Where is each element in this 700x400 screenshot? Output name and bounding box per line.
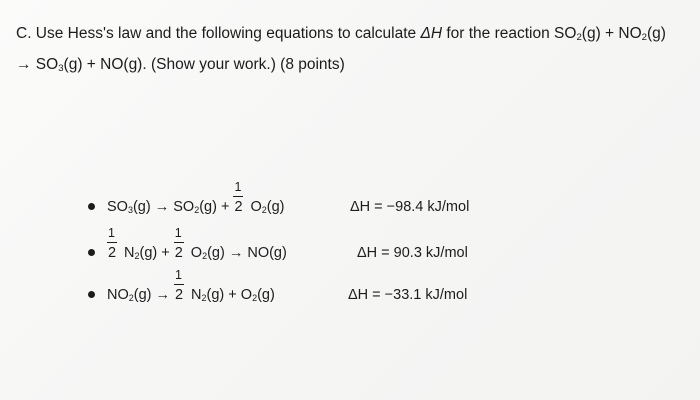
reaction-text: (g) →	[133, 287, 175, 303]
question-end: (g)	[647, 25, 666, 42]
fraction-one-half	[233, 180, 244, 222]
fraction-denominator: 2	[108, 245, 117, 261]
delta-h-symbol: ΔH	[420, 25, 443, 42]
question-mid: for the reaction SO	[442, 25, 577, 42]
bullet-icon	[88, 291, 95, 298]
question-g: (g) + NO	[581, 25, 642, 42]
delta-h-value-3: ΔH = −33.1 kJ/mol	[348, 287, 468, 303]
fraction-denominator: 2	[175, 287, 184, 303]
subscript: 2	[576, 32, 582, 44]
fraction-numerator: 1	[174, 226, 182, 240]
reaction-text: (g) +	[199, 199, 234, 215]
reaction-text: (g)	[266, 199, 285, 215]
subscript: 3	[58, 63, 64, 75]
subscript: 2	[641, 32, 647, 44]
reaction-text: (g) → NO(g)	[207, 245, 287, 261]
subscript: 2	[194, 204, 200, 215]
fraction-denominator: 2	[234, 199, 243, 215]
reaction-text: (g) → SO	[132, 199, 195, 215]
subscript: 2	[201, 292, 207, 303]
reaction-text: (g)	[257, 287, 275, 303]
fraction-denominator: 2	[174, 245, 183, 261]
reaction-text: SO	[107, 199, 128, 215]
equation-row-3	[0, 268, 700, 310]
subscript: 3	[127, 204, 133, 215]
reaction-3	[107, 268, 275, 310]
subscript: 2	[252, 292, 258, 303]
equation-row-1	[0, 180, 700, 222]
question-prefix: C. Use Hess's law and the following equations to calculate	[16, 25, 421, 42]
reaction-text: (g) +	[139, 245, 174, 261]
equation-row-2	[0, 226, 700, 268]
reaction-text: O	[246, 199, 262, 215]
delta-h-value-2: ΔH = 90.3 kJ/mol	[357, 245, 468, 261]
reaction-text: (g) + O	[206, 287, 253, 303]
fraction-numerator: 1	[234, 180, 242, 194]
subscript: 2	[202, 250, 208, 261]
bullet-icon	[88, 203, 95, 210]
subscript: 2	[134, 250, 140, 261]
subscript: 2	[261, 204, 267, 215]
delta-h-value-1: ΔH = −98.4 kJ/mol	[350, 199, 470, 215]
fraction-numerator: 1	[175, 268, 182, 282]
bullet-icon	[88, 249, 95, 256]
reaction-text: N	[187, 287, 202, 303]
reaction-text: O	[186, 245, 203, 261]
reaction-2	[107, 226, 287, 268]
fraction-numerator: 1	[108, 226, 115, 240]
reaction-text: N	[120, 245, 135, 261]
reaction-text: NO	[107, 287, 129, 303]
subscript: 2	[128, 292, 134, 303]
fraction-one-half	[107, 226, 118, 268]
question-line2-rest: (g) + NO(g). (Show your work.) (8 points)	[63, 56, 345, 73]
fraction-one-half	[174, 268, 185, 310]
question-line2-start: → SO	[16, 56, 59, 73]
fraction-one-half	[174, 226, 185, 268]
reaction-1	[107, 180, 285, 222]
